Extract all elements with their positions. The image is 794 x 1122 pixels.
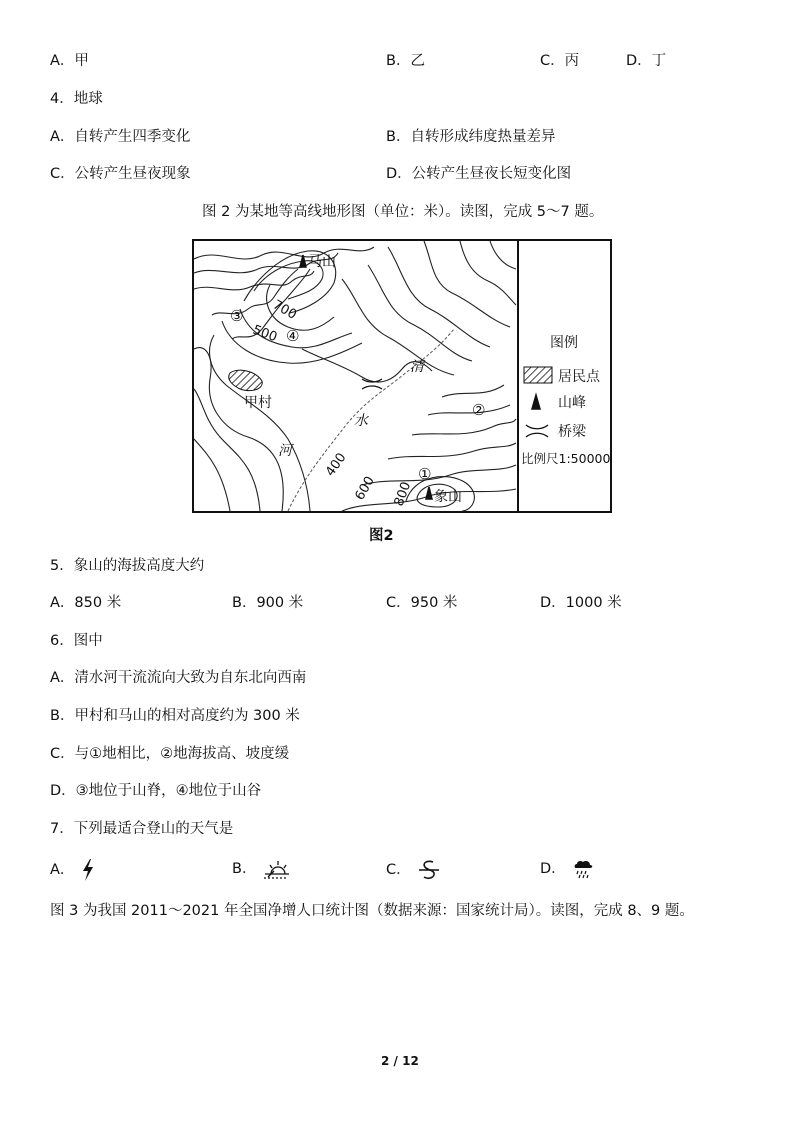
q6-option-d: D．③地位于山脊，④地位于山谷 bbox=[50, 783, 262, 799]
marker-3: ③ bbox=[230, 307, 244, 325]
contour-label-700: 700 bbox=[270, 297, 300, 323]
q3-option-d: D．丁 bbox=[626, 53, 667, 69]
q3-option-b: B．乙 bbox=[386, 53, 425, 69]
q7-option-c-label: C． bbox=[386, 862, 411, 878]
legend-scale: 比例尺1:50000 bbox=[521, 451, 611, 466]
q7-option-c bbox=[386, 858, 441, 882]
q4-option-a: A．自转产生四季变化 bbox=[50, 129, 191, 145]
contour-label-400: 400 bbox=[322, 450, 350, 480]
q5-option-a: A．850 米 bbox=[50, 595, 122, 611]
contour-label-800: 800 bbox=[391, 479, 415, 509]
marker-4: ④ bbox=[286, 327, 300, 345]
rain-icon bbox=[572, 858, 594, 880]
q5-option-d: D．1000 米 bbox=[540, 595, 622, 611]
contour-map bbox=[192, 239, 612, 513]
label-mashan: 马山 bbox=[308, 254, 336, 270]
label-river-qing: 清 bbox=[410, 359, 424, 375]
q6-stem: 6．图中 bbox=[50, 633, 103, 649]
q3-option-a: A．甲 bbox=[50, 53, 89, 69]
contour-label-600: 600 bbox=[352, 473, 378, 503]
q5-stem: 5．象山的海拔高度大约 bbox=[50, 558, 205, 574]
label-xiangshan: 象山 bbox=[434, 489, 462, 505]
fig2-intro: 图 2 为某地等高线地形图（单位：米）。读图，完成 5～7 题。 bbox=[202, 204, 604, 220]
marker-1: ① bbox=[418, 465, 432, 483]
page-number: 2 / 12 bbox=[381, 1054, 419, 1068]
q7-option-a-label: A． bbox=[50, 862, 75, 878]
q4-option-b: B．自转形成纬度热量差异 bbox=[386, 129, 556, 145]
q6-option-b: B．甲村和马山的相对高度约为 300 米 bbox=[50, 708, 300, 724]
marker-2: ② bbox=[472, 401, 486, 419]
legend-settlement-label: 居民点 bbox=[558, 369, 600, 385]
q7-option-b-label: B． bbox=[232, 861, 257, 877]
q6-option-c: C．与①地相比，②地海拔高、坡度缓 bbox=[50, 746, 290, 762]
strong-wind-icon bbox=[417, 858, 441, 882]
legend-bridge-label: 桥梁 bbox=[558, 424, 586, 440]
q4-option-c: C．公转产生昼夜现象 bbox=[50, 166, 191, 182]
label-river-shui: 水 bbox=[354, 413, 368, 429]
q7-option-b bbox=[232, 858, 290, 880]
lightning-icon bbox=[80, 858, 96, 882]
q7-option-a bbox=[50, 858, 96, 882]
contour-label-500: 500 bbox=[250, 322, 280, 346]
legend-peak-label: 山峰 bbox=[558, 395, 586, 411]
q6-option-a: A．清水河干流流向大致为自东北向西南 bbox=[50, 670, 307, 686]
fig3-intro: 图 3 为我国 2011～2021 年全国净增人口统计图（数据来源：国家统计局）。读图，完成 8、9 题。 bbox=[50, 903, 694, 919]
q7-stem: 7．下列最适合登山的天气是 bbox=[50, 821, 234, 837]
q7-option-d-label: D． bbox=[540, 861, 566, 877]
label-river-he: 河 bbox=[278, 443, 292, 459]
q3-option-c: C．丙 bbox=[540, 53, 580, 69]
sunny-haze-icon bbox=[262, 858, 290, 880]
q7-option-d bbox=[540, 858, 594, 880]
q4-stem: 4．地球 bbox=[50, 91, 103, 107]
label-jiacun: 甲村 bbox=[244, 395, 272, 411]
fig2-caption: 图2 bbox=[369, 528, 394, 544]
q4-option-d: D．公转产生昼夜长短变化图 bbox=[386, 166, 572, 182]
legend-settlement-swatch bbox=[524, 367, 552, 383]
legend-title: 图例 bbox=[550, 335, 578, 351]
q5-option-b: B．900 米 bbox=[232, 595, 304, 611]
q5-option-c: C．950 米 bbox=[386, 595, 458, 611]
